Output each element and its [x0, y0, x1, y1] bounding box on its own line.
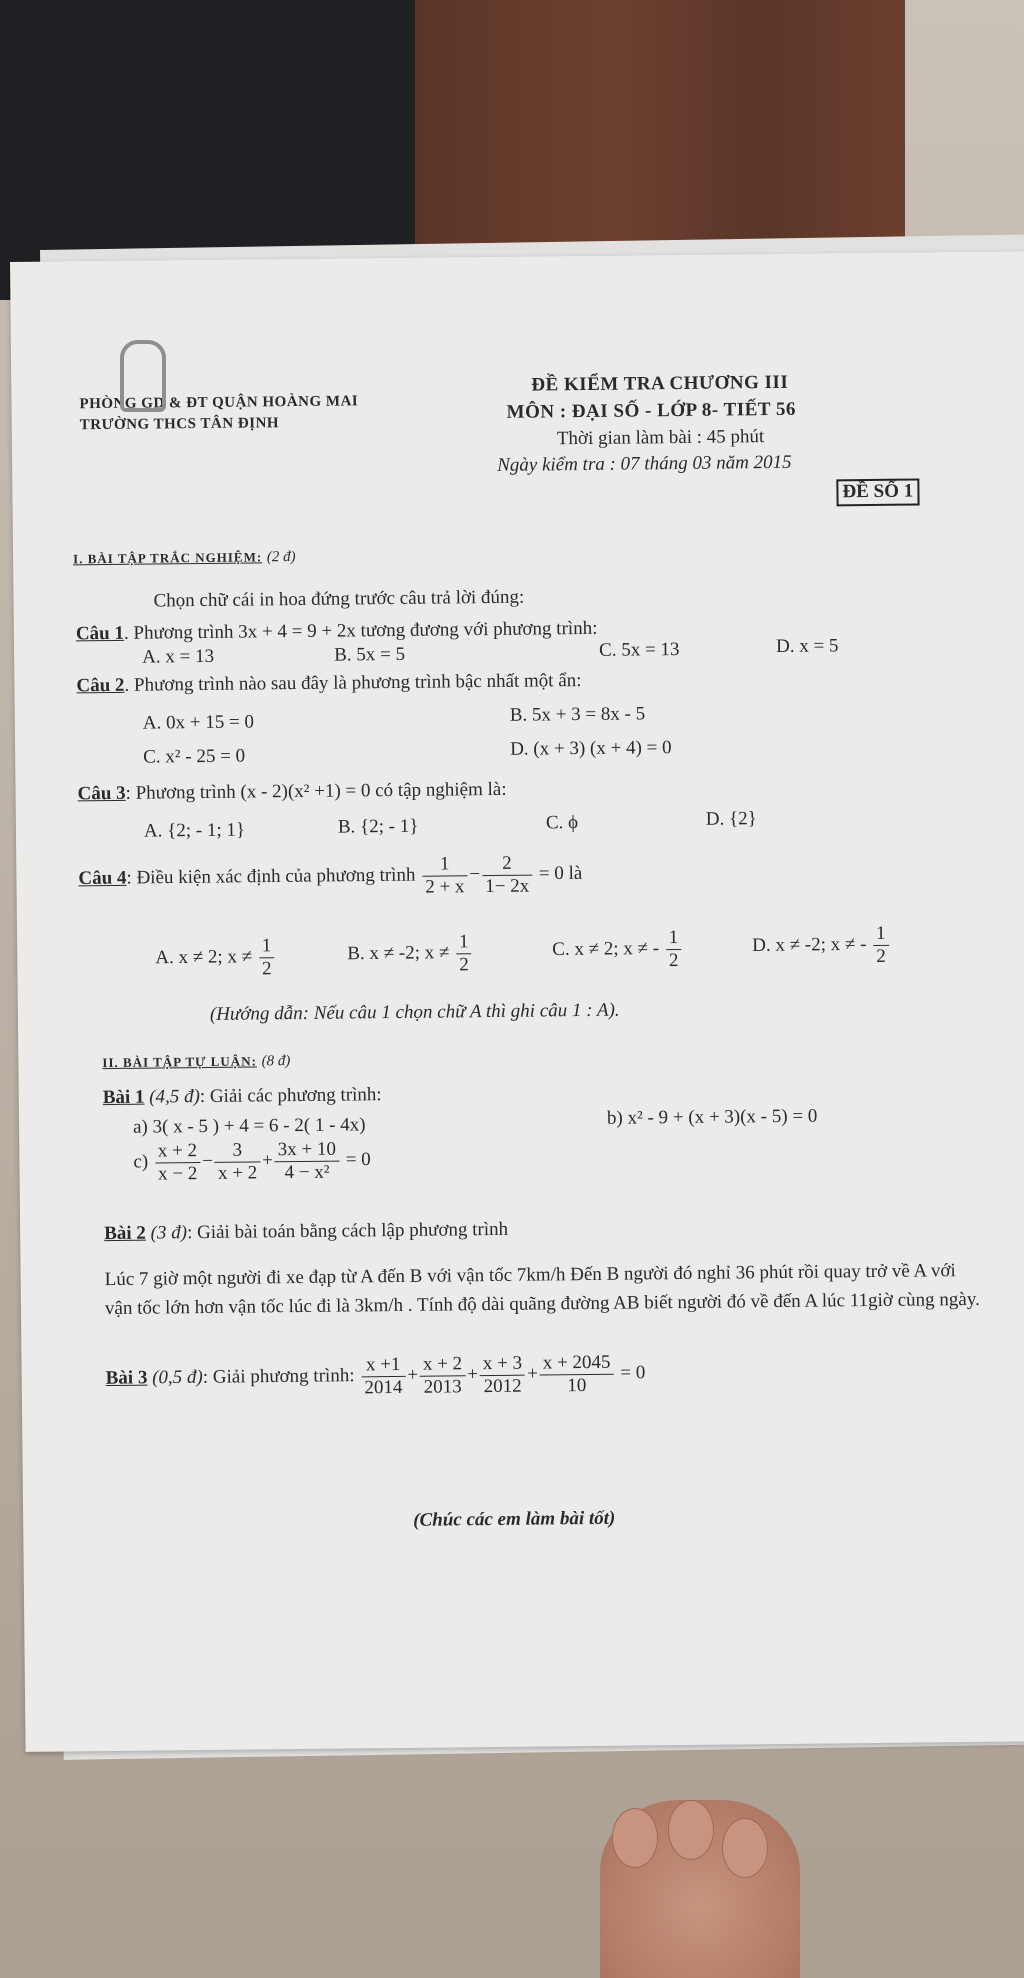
bai-3-fraction-3: $\frac{x + 3}{2012}$	[480, 1353, 526, 1398]
bai-1-points: (4,5 đ)	[149, 1086, 200, 1108]
wooden-surface	[415, 0, 905, 275]
school-name: TRƯỜNG THCS TÂN ĐỊNH	[79, 415, 280, 434]
part1-instruction: Chọn chữ cái in hoa đứng trước câu trả lời đúng:	[153, 586, 525, 612]
q4-option-c: C. x ≠ 2; x ≠ - $\frac{1}{2}$	[552, 927, 684, 973]
question-3-text: : Phương trình (x - 2)(x² +1) = 0 có tập nghiệm là:	[125, 778, 507, 804]
bai-2-points: (3 đ)	[150, 1222, 188, 1244]
bai-2-body: Lúc 7 giờ một người đi xe đạp từ A đến B với vận tốc 7km/h Đến B người đó nghỉ 36 phút rồi quay trở về A với vận tốc lớn hơn vận tốc lúc đi là 3km/h . Tính độ dài quãng đường AB biết người đó về đến A lúc 11giờ cùng ngày.	[104, 1260, 980, 1320]
q3-option-a: A. {2; - 1; 1}	[143, 819, 246, 842]
question-4-label: Câu 4	[78, 867, 127, 890]
part2-heading	[102, 1049, 290, 1074]
q4-option-b: B. x ≠ -2; x ≠ $\frac{1}{2}$	[347, 931, 474, 977]
bai-3-text: : Giải phương trình:	[202, 1365, 355, 1388]
bai-3-fraction-4: $\frac{x + 2045}{10}$	[540, 1352, 614, 1397]
bai-1	[103, 1084, 382, 1110]
q3-option-b: B. {2; - 1}	[337, 815, 419, 838]
bai-1-c: c) $\frac{x + 2}{x - 2}$ − $\frac{3}{x + 2}$ + $\frac{3x + 10}{\text{4 − x²}}$ = 0	[133, 1138, 371, 1185]
bai-1-b: b) x² - 9 + (x + 3)(x - 5) = 0	[606, 1105, 818, 1129]
q4-fraction-2: $\frac{2}{1- 2x}$	[482, 853, 532, 898]
question-2	[76, 670, 581, 698]
bai-3-fraction-1: $\frac{x +1}{2014}$	[361, 1354, 405, 1399]
q2-option-d: D. (x + 3) (x + 4) = 0	[510, 737, 672, 760]
exam-title: ĐỀ KIỂM TRA CHƯƠNG III	[531, 371, 789, 396]
exam-version-badge: ĐỀ SỐ 1	[836, 478, 919, 506]
bai-1-c-fraction-3: $\frac{3x + 10}{\text{4 − x²}}$	[275, 1139, 340, 1184]
bai-1-c-fraction-1: $\frac{x + 2}{x - 2}$	[155, 1140, 201, 1185]
q4-d-fraction: $\frac{1}{2}$	[873, 923, 889, 968]
q1-option-d: D. x = 5	[775, 635, 839, 657]
q4-minus: −	[469, 863, 481, 885]
bai-3-label: Bài 3	[105, 1367, 148, 1389]
question-3-label: Câu 3	[77, 782, 126, 805]
toe	[722, 1818, 768, 1878]
part2-title: II. BÀI TẬP TỰ LUẬN:	[102, 1053, 257, 1071]
paper-clip	[120, 340, 166, 412]
question-2-label: Câu 2	[76, 674, 125, 697]
toe	[612, 1808, 658, 1868]
q2-option-a: A. 0x + 15 = 0	[142, 711, 255, 734]
part1-heading	[73, 545, 296, 570]
bai-2	[104, 1219, 508, 1246]
bai-3: Bài 3 (0,5 đ): Giải phương trình: $\frac{x +1}{2014}$ + $\frac{x + 2}{2013}$ + $\frac{x + 3}{2012}$ + $\frac{x + 2045}{10}$ = 0	[105, 1351, 646, 1399]
closing-wish: (Chúc các em làm bài tốt)	[413, 1507, 616, 1531]
question-1-text: . Phương trình 3x + 4 = 9 + 2x tương đương với phương trình:	[123, 617, 598, 644]
question-4	[78, 852, 582, 902]
bai-1-label: Bài 1	[102, 1086, 145, 1109]
question-1	[76, 618, 598, 646]
q3-option-c: C. ϕ	[545, 812, 579, 834]
q4-option-d: D. x ≠ -2; x ≠ - $\frac{1}{2}$	[752, 923, 891, 969]
exam-date: Ngày kiểm tra : 07 tháng 03 năm 2015	[497, 451, 792, 476]
bai-2-text: : Giải bài toán bằng cách lập phương trình	[186, 1218, 509, 1244]
bai-3-points: (0,5 đ)	[152, 1366, 203, 1389]
q4-c-fraction: $\frac{1}{2}$	[666, 927, 682, 972]
bai-2-label: Bài 2	[104, 1222, 146, 1245]
q1-option-b: B. 5x = 5	[334, 643, 406, 666]
q2-option-b: B. 5x + 3 = 8x - 5	[509, 703, 646, 726]
toe	[668, 1800, 714, 1860]
question-1-label: Câu 1	[75, 622, 125, 645]
q4-b-fraction: $\frac{1}{2}$	[456, 931, 472, 976]
question-3	[77, 779, 506, 806]
q1-option-a: A. x = 13	[142, 645, 215, 668]
q3-option-d: D. {2}	[705, 808, 757, 830]
q4-a-fraction: $\frac{1}{2}$	[259, 935, 275, 980]
part2-points: (8 đ)	[261, 1053, 291, 1070]
exam-duration: Thời gian làm bài : 45 phút	[556, 426, 765, 450]
part1-title: I. BÀI TẬP TRẮC NGHIỆM:	[73, 549, 263, 567]
q1-option-c: C. 5x = 13	[598, 639, 680, 661]
q4-tail: = 0 là	[538, 862, 583, 885]
q2-option-c: C. x² - 25 = 0	[143, 745, 246, 768]
question-4-text: : Điều kiện xác định của phương trình	[126, 864, 416, 889]
bai-3-fraction-2: $\frac{x + 2}{2013}$	[420, 1353, 466, 1398]
part1-points: (2 đ)	[266, 549, 296, 566]
bai-1-text: : Giải các phương trình:	[199, 1084, 382, 1108]
q4-option-a: A. x ≠ 2; x ≠ $\frac{1}{2}$	[155, 935, 277, 981]
exam-paper	[10, 251, 1024, 1752]
dept-name: PHÒNG GD & ĐT QUẬN HOÀNG MAI	[79, 393, 359, 413]
bai-1-a: a) 3( x - 5 ) + 4 = 6 - 2( 1 - 4x)	[132, 1114, 366, 1138]
question-2-text: . Phương trình nào sau đây là phương trình bậc nhất một ẩn:	[124, 670, 582, 696]
answer-guide: (Hướng dẫn: Nếu câu 1 chọn chữ A thì ghi câu 1 : A).	[209, 999, 620, 1025]
q4-fraction-1: $\frac{1}{2 + x}$	[422, 853, 468, 898]
bai-1-c-fraction-2: $\frac{3}{x + 2}$	[215, 1139, 261, 1184]
exam-subject: MÔN : ĐẠI SỐ - LỚP 8- TIẾT 56	[506, 398, 797, 423]
